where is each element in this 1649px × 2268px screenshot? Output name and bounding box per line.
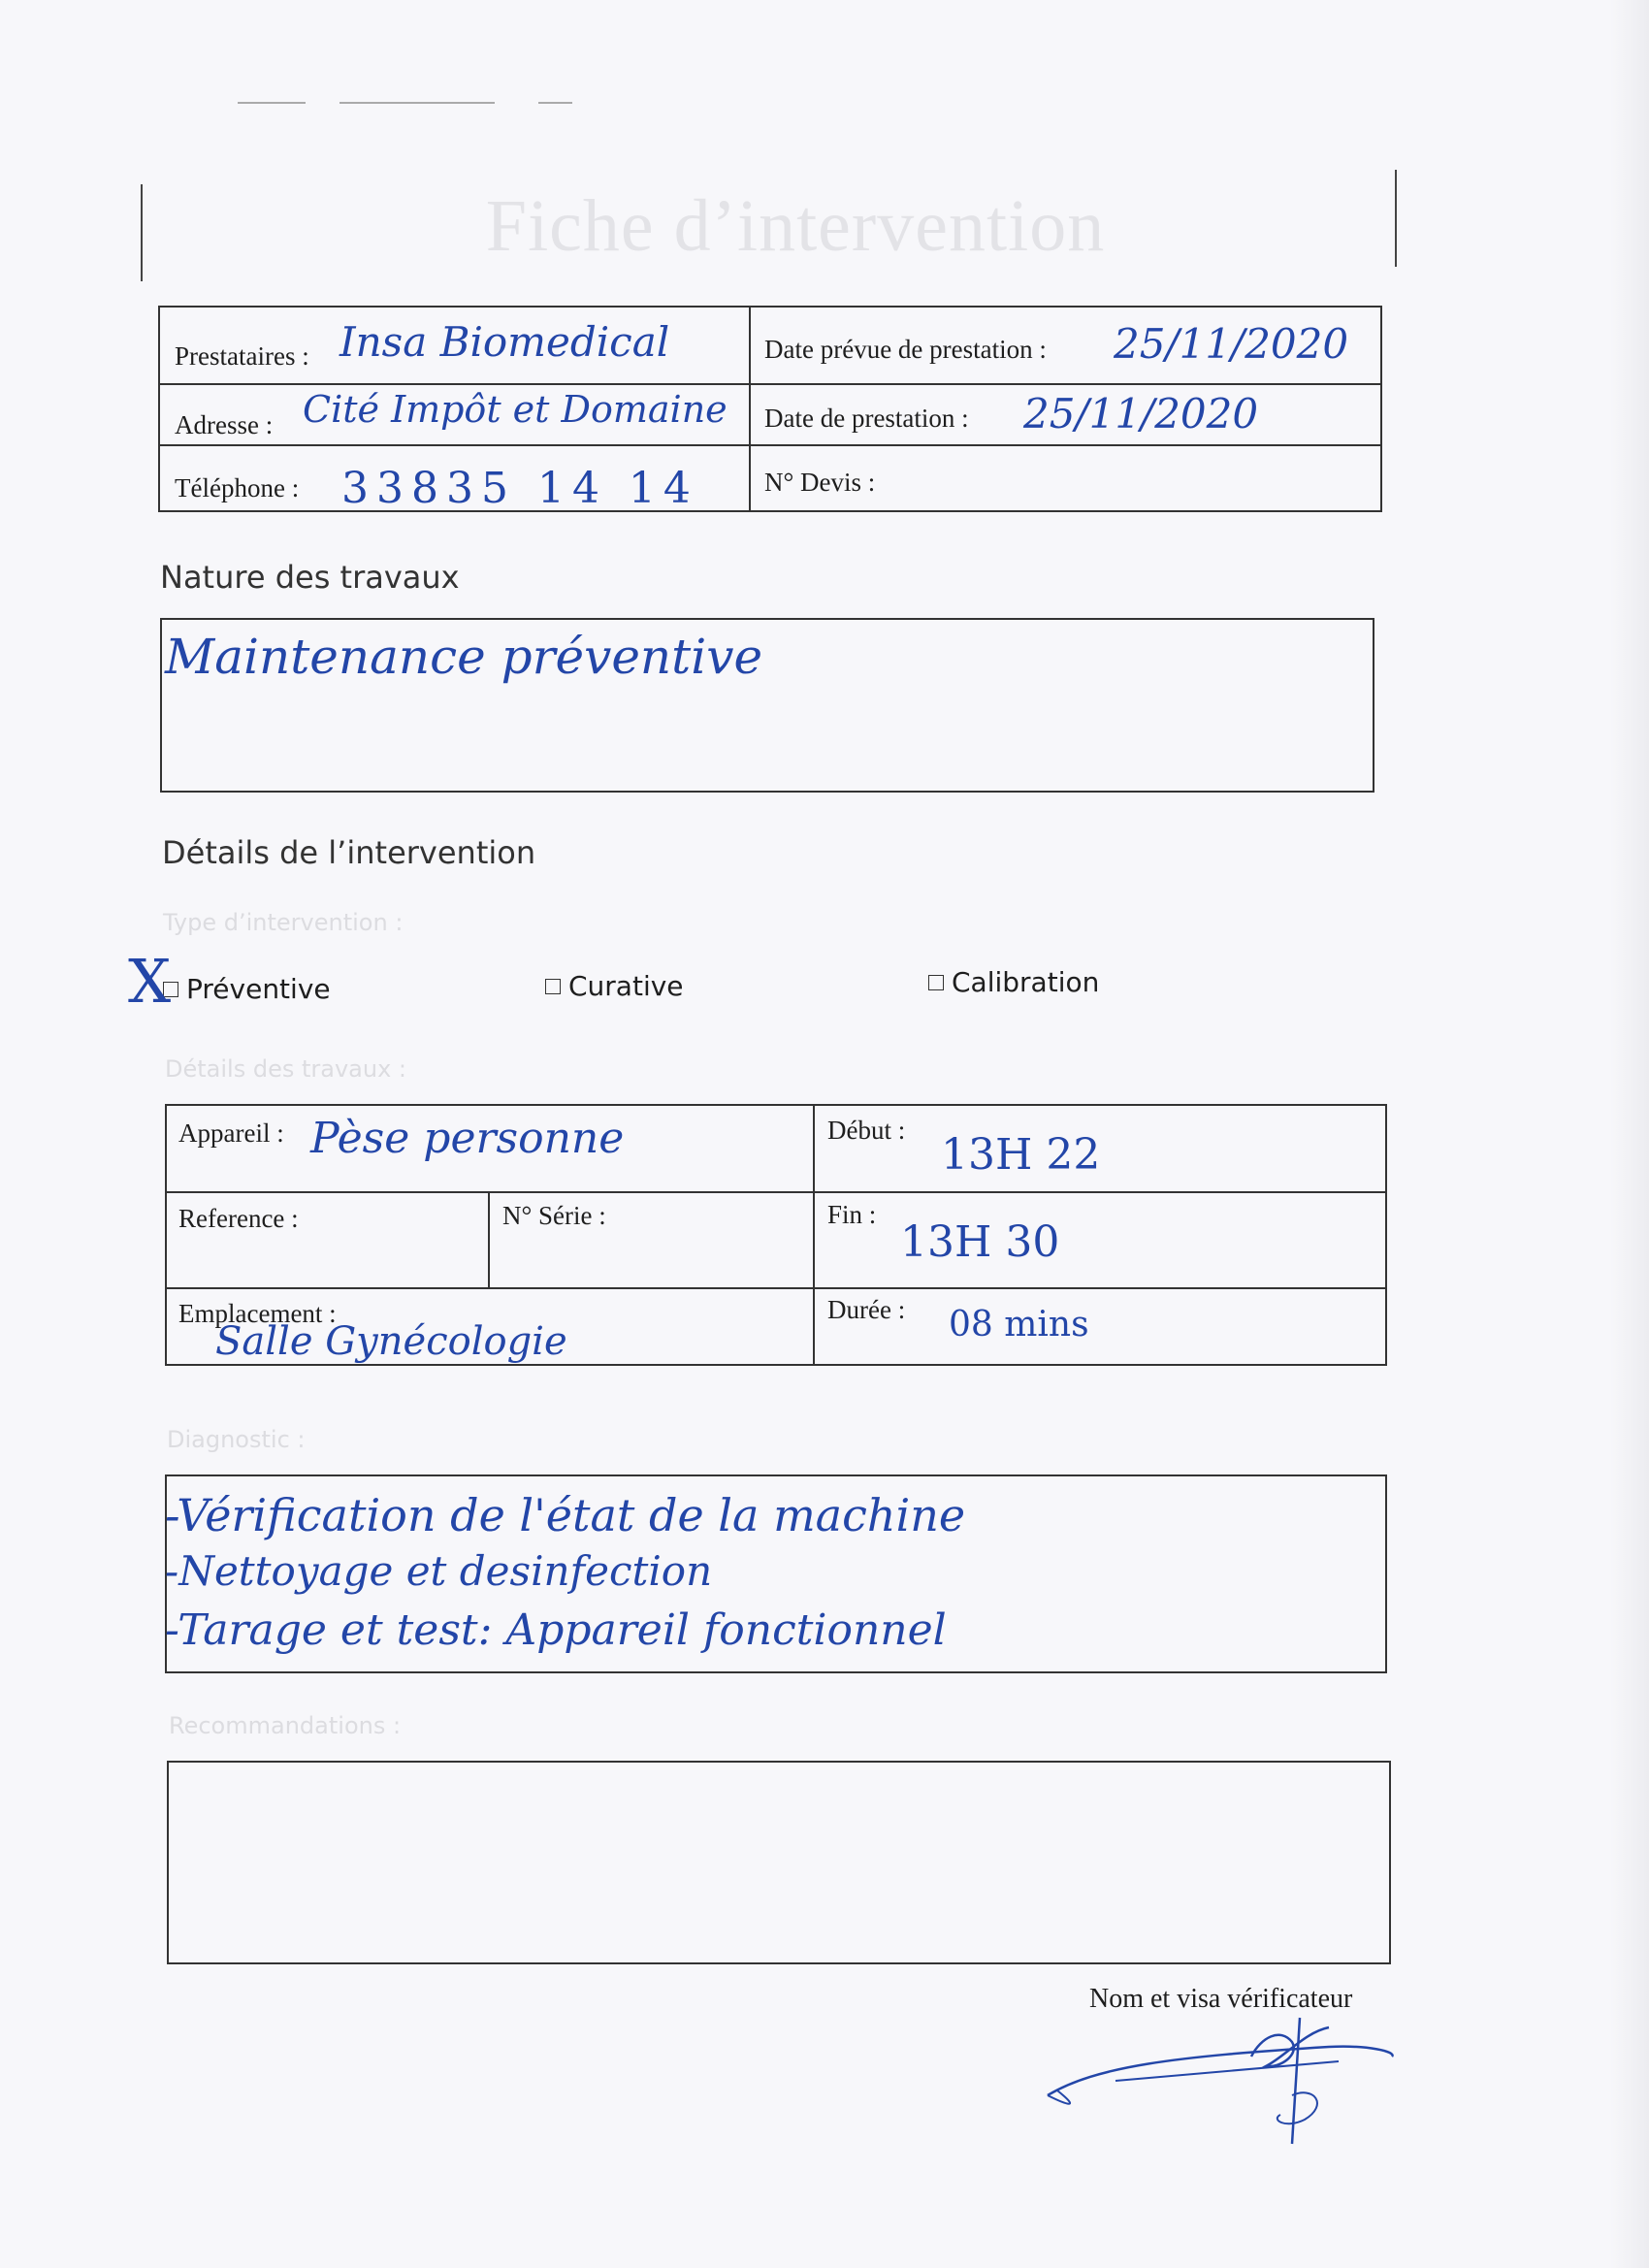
date-prestation-label: Date de prestation : bbox=[764, 404, 969, 433]
telephone-value: 33835 14 14 bbox=[341, 464, 698, 513]
option-preventive-label: Préventive bbox=[186, 973, 331, 1005]
devis-label: N° Devis : bbox=[764, 468, 876, 497]
date-prevue-label: Date prévue de prestation : bbox=[764, 335, 1047, 364]
diagnostic-line: -Nettoyage et desinfection bbox=[165, 1547, 713, 1595]
equipment-table-divider-serie bbox=[488, 1191, 490, 1288]
appareil-label: Appareil : bbox=[178, 1118, 284, 1148]
scan-dash bbox=[340, 102, 495, 104]
prestataires-value: Insa Biomedical bbox=[340, 318, 670, 366]
fin-value: 13H 30 bbox=[900, 1217, 1060, 1267]
page-title: Fiche d’intervention bbox=[485, 185, 1106, 267]
details-heading: Détails de l’intervention bbox=[162, 834, 536, 871]
adresse-label: Adresse : bbox=[175, 410, 274, 439]
recommandations-box bbox=[167, 1761, 1391, 1964]
emplacement-value: Salle Gynécologie bbox=[215, 1319, 567, 1364]
header-table-row-line bbox=[158, 383, 1382, 385]
date-prestation-value: 25/11/2020 bbox=[1023, 390, 1259, 437]
reference-label: Reference : bbox=[178, 1204, 299, 1233]
nature-value: Maintenance préventive bbox=[165, 629, 763, 685]
checkbox-curative[interactable] bbox=[545, 979, 561, 994]
header-table-divider bbox=[749, 306, 751, 512]
option-preventive[interactable] bbox=[163, 973, 331, 1005]
equipment-table-divider bbox=[813, 1104, 815, 1366]
visa-label: Nom et visa vérificateur bbox=[1089, 1984, 1353, 2014]
debut-value: 13H 22 bbox=[941, 1130, 1101, 1180]
option-calibration[interactable] bbox=[928, 966, 1099, 998]
checkbox-calibration[interactable] bbox=[928, 975, 944, 990]
duree-label: Durée : bbox=[827, 1295, 906, 1324]
checked-mark: X bbox=[128, 946, 172, 1017]
option-calibration-label: Calibration bbox=[952, 966, 1100, 998]
recommandations-label: Recommandations : bbox=[169, 1712, 402, 1739]
nature-heading: Nature des travaux bbox=[160, 559, 460, 596]
scan-dash bbox=[538, 102, 572, 104]
serie-label: N° Série : bbox=[502, 1201, 606, 1230]
diagnostic-label: Diagnostic : bbox=[167, 1426, 306, 1453]
diagnostic-line: -Vérification de l'état de la machine bbox=[165, 1489, 966, 1541]
date-prevue-value: 25/11/2020 bbox=[1114, 320, 1349, 368]
scan-edge bbox=[1610, 0, 1649, 2268]
emplacement-label: Emplacement : bbox=[178, 1299, 337, 1328]
option-curative[interactable] bbox=[545, 970, 684, 1002]
signature bbox=[1038, 1998, 1406, 2154]
option-curative-label: Curative bbox=[568, 970, 684, 1002]
diagnostic-line: -Tarage et test: Appareil fonctionnel bbox=[165, 1605, 947, 1655]
type-intervention-label: Type d’intervention : bbox=[163, 909, 404, 936]
telephone-label: Téléphone : bbox=[175, 473, 300, 502]
header-table-row-line bbox=[158, 444, 1382, 446]
appareil-value: Pèse personne bbox=[310, 1114, 625, 1163]
adresse-value: Cité Impôt et Domaine bbox=[303, 388, 728, 431]
duree-value: 08 mins bbox=[949, 1305, 1089, 1345]
fin-label: Fin : bbox=[827, 1200, 877, 1229]
debut-label: Début : bbox=[827, 1116, 906, 1145]
details-travaux-label: Détails des travaux : bbox=[165, 1055, 406, 1083]
equipment-table-row-line bbox=[165, 1287, 1387, 1289]
scan-dash bbox=[238, 102, 306, 104]
prestataires-label: Prestataires : bbox=[175, 341, 309, 371]
equipment-table-row-line bbox=[165, 1191, 1387, 1193]
